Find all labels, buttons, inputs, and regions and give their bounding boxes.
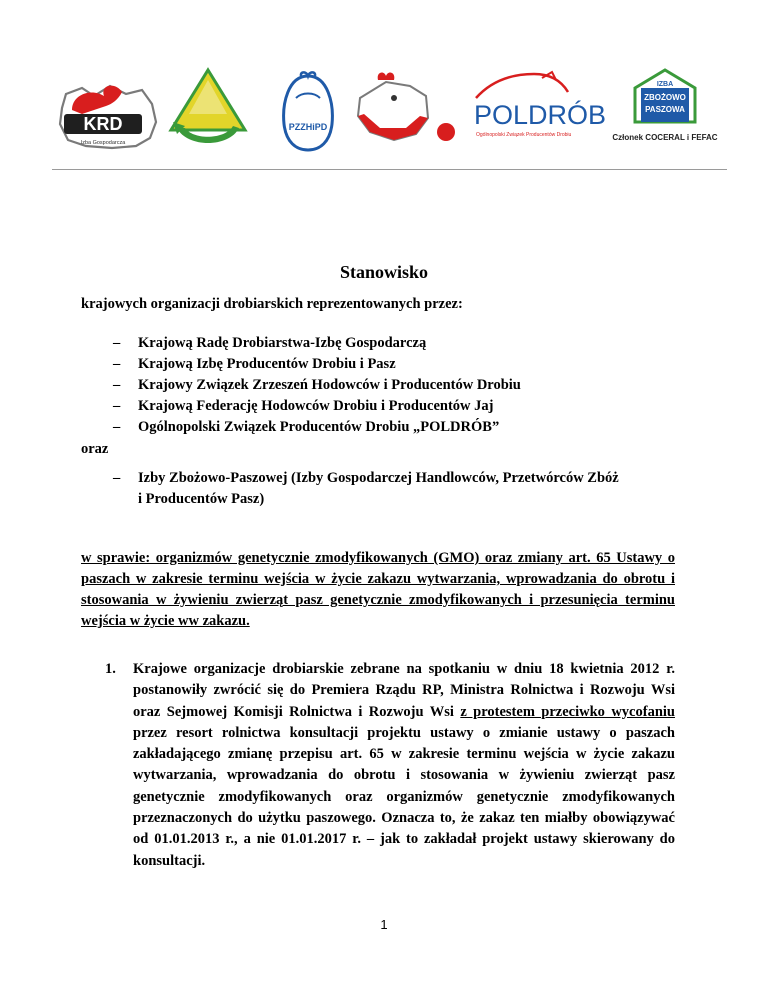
list-item [113,396,521,417]
dash: – [113,377,121,393]
point-number: 1. [105,661,116,677]
list-item [113,333,521,354]
krd-logo-text: KRD [83,114,123,134]
document-subtitle: krajowych organizacji drobiarskich reprezentowanych przez: [81,296,463,312]
izba-logo [607,66,727,150]
pzzhipd-logo [278,70,338,154]
krd-logo [52,74,160,156]
poldrob-logo-text: POLDRÓB [474,100,607,130]
document-title: Stanowisko [339,262,429,282]
organization-name: Krajowy Związek Zrzeszeń Hodowców i Producentów Drobiu [138,377,521,393]
list-item [113,375,521,396]
pzzhipd-logo-text: PZZHiPD [288,122,328,132]
list-item [113,354,521,375]
dash: – [113,398,121,414]
izba-logo-line2: ZBOŻOWO [644,93,686,102]
organization-name: Krajową Radę Drobiarstwa-Izbę Gospodarczą [138,335,427,351]
organizations-list [113,333,521,438]
organization-name: Ogólnopolski Związek Producentów Drobiu „POLDRÓB” [138,419,500,435]
poldrob-logo [472,70,607,150]
dash: – [113,470,121,486]
organization-name: Krajową Federację Hodowców Drobiu i Producentów Jaj [138,398,494,414]
point-text-a: Krajowe organizacje drobiarskie zebrane na spotkaniu w dniu 18 kwietnia 2012 r. postanowiły zwrócić się do Premiera Rządu RP, Ministra Rolnictwa i Rozwoju Wsi oraz Sejmowej Komisji Rolnictwa i Rozwoju Wsi [133,661,675,720]
point-text-underlined: z protestem przeciwko wycofaniu [460,703,675,720]
hen-logo [350,68,460,154]
organizations-extra-list [113,468,623,510]
header-divider [52,169,727,170]
dash: – [113,335,121,351]
page-number: 1 [380,917,388,932]
dash: – [113,419,121,435]
list-item [113,468,623,510]
poldrob-logo-caption: Ogólnopolski Związek Producentów Drobiu [476,132,572,138]
organization-name: Izby Zbożowo-Paszowej (Izby Gospodarczej Handlowców, Przetwórców Zbóż i Producentów Pasz) [138,470,619,507]
logo-bar [52,66,727,156]
numbered-point [105,659,675,872]
point-body [133,659,675,872]
dash: – [113,356,121,372]
izba-logo-line3: PASZOWA [645,105,685,114]
izba-logo-caption: Członek COCERAL i FEFAC [612,133,718,142]
pyramid-logo [167,66,249,148]
organization-name: Krajową Izbę Producentów Drobiu i Pasz [138,356,396,372]
subject-matter: w sprawie: organizmów genetycznie zmodyfikowanych (GMO) oraz zmiany art. 65 Ustawy o paszach w zakresie terminu wejścia w życie zakazu wytwarzania, wprowadzania do obrotu i stosowania w żywieniu zwierząt pasz genetycznie zmodyfikowanych i przesunięcia terminu wejścia w życie ww zakazu. [81,550,675,629]
krd-logo-caption: Izba Gospodarcza [80,140,126,146]
list-item [113,417,521,438]
oraz-label: oraz [81,441,109,457]
point-text-b: przez resort rolnictwa konsultacji projektu ustawy o zmianie ustawy o paszach zakładającego zmianę przepisu art. 65 w zakresie terminu wejścia w życie zakazu wytwarzania, wprowadzania do obrotu i stosowania w żywieniu zwierząt pasz genetycznie zmodyfikowanych oraz organizmów genetycznie zmodyfikowanych przeznaczonych do użytku paszowego. Oznacza to, że zakaz ten miałby obowiązywać od 01.01.2013 r., a nie 01.01.2017 r. – jak to zakładał projekt ustawy skierowany do konsultacji. [133,724,675,869]
izba-logo-line1: IZBA [656,81,674,88]
